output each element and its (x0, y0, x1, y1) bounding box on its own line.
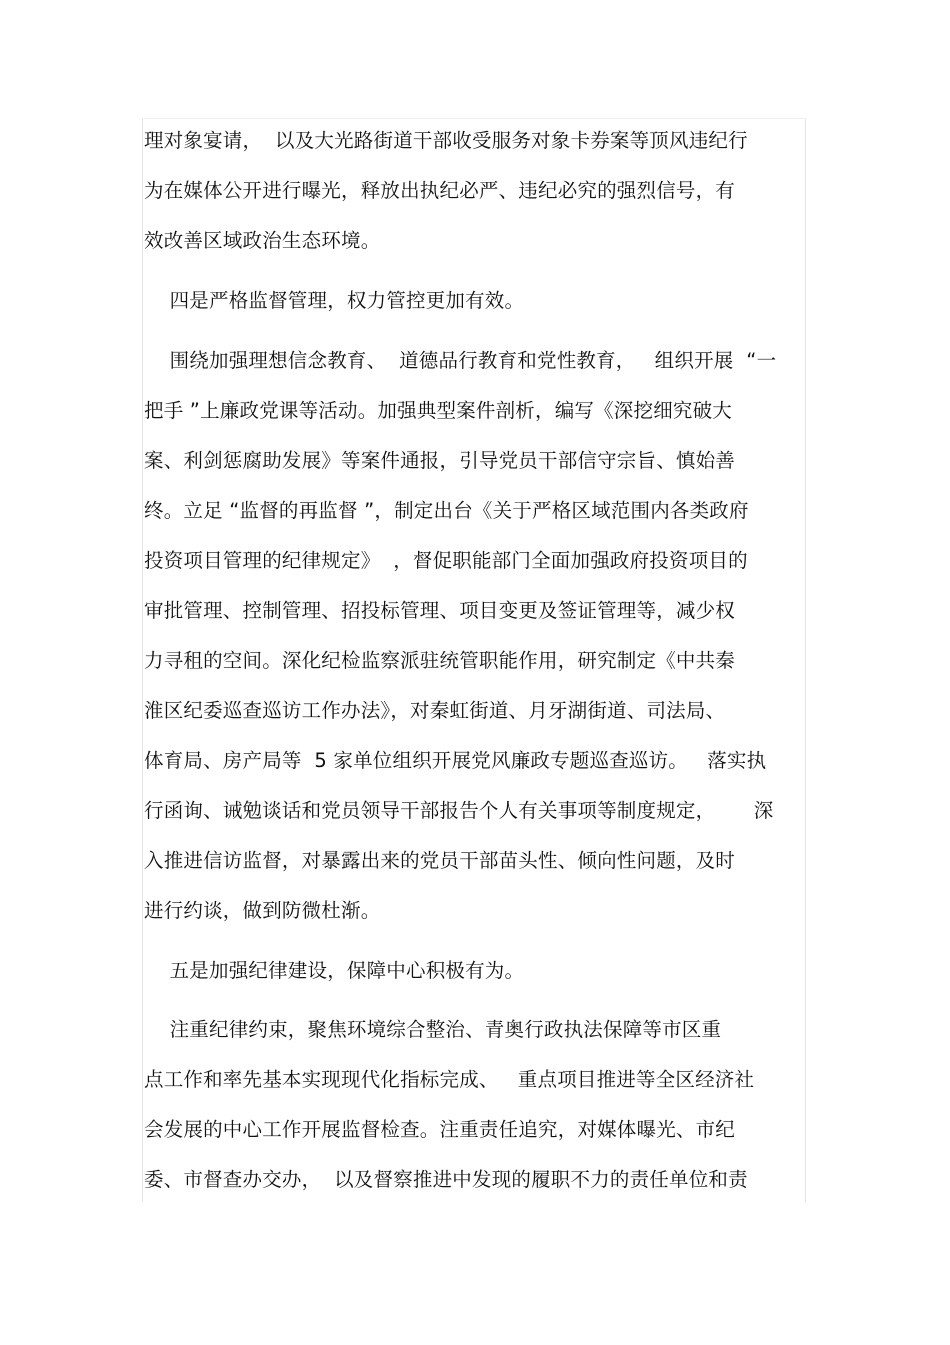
text-line-14: 行函询、诫勉谈话和党员领导干部报告个人有关事项等制度规定， 深 (144, 799, 774, 822)
text-line-15: 入推进信访监督，对暴露出来的党员干部苗头性、倾向性问题，及时 (144, 849, 736, 872)
text-line-2: 为在媒体公开进行曝光，释放出执纪必严、违纪必究的强烈信号，有 (144, 179, 736, 202)
text-line-18: 注重纪律约束，聚焦环境综合整治、青奥行政执法保障等市区重 (144, 1018, 722, 1041)
text-line-1: 理对象宴请， 以及大光路街道干部收受服务对象卡券案等顶风违纪行 (144, 129, 748, 152)
text-line-9: 投资项目管理的纪律规定》 ，督促职能部门全面加强政府投资项目的 (144, 549, 748, 572)
text-line-5: 围绕加强理想信念教育、 道德品行教育和党性教育， 组织开展 “一 (144, 349, 777, 372)
text-line-20: 会发展的中心工作开展监督检查。注重责任追究，对媒体曝光、市纪 (144, 1118, 736, 1141)
section-heading-5: 五是加强纪律建设，保障中心积极有为。 (144, 959, 525, 982)
text-line-6: 把手 ”上廉政党课等活动。加强典型案件剖析，编写《深挖细究破大 (144, 399, 733, 422)
text-line-12: 淮区纪委巡查巡访工作办法》，对秦虹街道、月牙湖街道、司法局、 (144, 699, 726, 722)
text-line-13: 体育局、房产局等 5 家单位组织开展党风廉政专题巡查巡访。 落实执 (144, 749, 767, 772)
text-line-10: 审批管理、控制管理、招投标管理、项目变更及签证管理等，减少权 (144, 599, 736, 622)
text-line-11: 力寻租的空间。深化纪检监察派驻统管职能作用，研究制定《中共秦 (144, 649, 736, 672)
text-line-7: 案、利剑惩腐助发展》等案件通报，引导党员干部信守宗旨、慎始善 (144, 449, 736, 472)
text-line-8: 终。立足 “监督的再监督 ”，制定出台《关于严格区域范围内各类政府 (144, 499, 749, 522)
text-line-3: 效改善区域政治生态环境。 (144, 229, 381, 252)
text-line-19: 点工作和率先基本实现现代化指标完成、 重点项目推进等全区经济社 (144, 1068, 755, 1091)
text-line-16: 进行约谈，做到防微杜渐。 (144, 899, 381, 922)
text-line-21: 委、市督查办交办， 以及督察推进中发现的履职不力的责任单位和责 (144, 1168, 748, 1191)
section-heading-4: 四是严格监督管理，权力管控更加有效。 (144, 289, 525, 312)
